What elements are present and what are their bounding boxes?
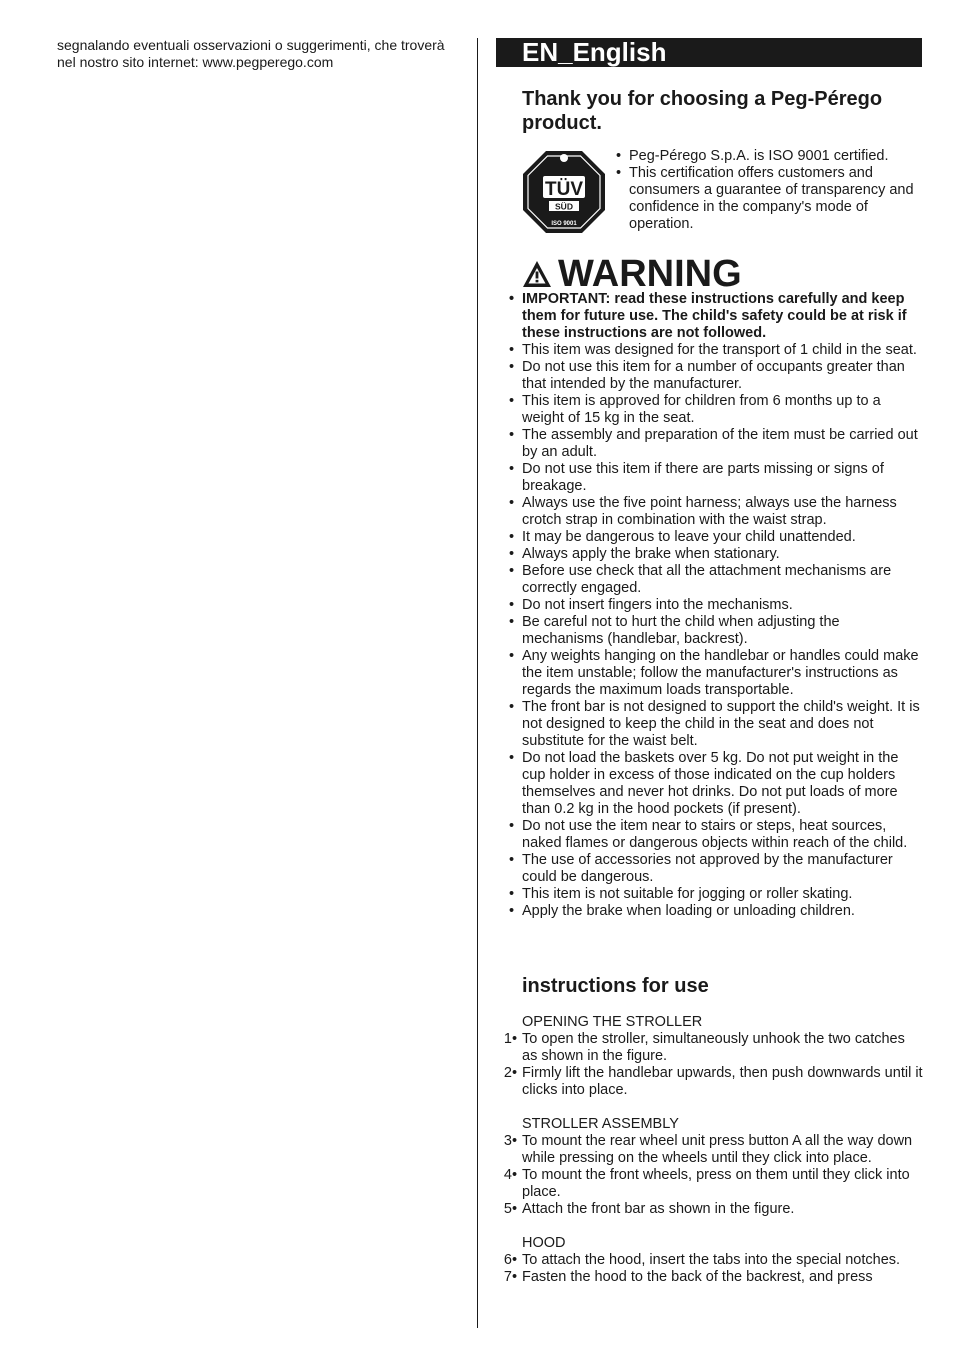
list-item: • Before use check that all the attachment mechanisms are correctly engaged.	[509, 563, 892, 596]
list-item: • Do not use this item if there are parts missing or signs of breakage.	[509, 461, 884, 494]
instruction-step: 6 • To attach the hood, insert the tabs into the special notches.	[503, 1252, 901, 1268]
column-divider	[477, 38, 478, 1328]
instruction-step: 4 • To mount the front wheels, press on them until they click into place.	[503, 1167, 910, 1200]
badge-standard: ISO 9001	[551, 221, 577, 227]
list-item: • Be careful not to hurt the child when adjusting the mechanisms (handlebar, backrest).	[509, 614, 840, 647]
list-item: • Always use the five point harness; always use the harness crotch strap in combination with the waist strap.	[509, 495, 897, 528]
thanks-heading: Thank you for choosing a Peg-Pérego product.	[522, 88, 883, 134]
important-notice: • IMPORTANT: read these instructions carefully and keep them for future use. The child's safety could be at risk if these instructions are not followed.	[509, 291, 907, 341]
language-banner	[496, 38, 922, 67]
instruction-step: 2 • Firmly lift the handlebar upwards, then push downwards until it clicks into place.	[503, 1065, 923, 1098]
warning-title: WARNING	[558, 253, 742, 295]
list-item: • The front bar is not designed to support the child's weight. It is not designed to keep the child in the seat and does not substitute for the waist belt.	[509, 699, 920, 749]
list-item: • It may be dangerous to leave your child unattended.	[509, 529, 856, 545]
instructions-list	[498, 1014, 924, 1286]
list-item: • Any weights hanging on the handlebar or handles could make the item unstable; follow the manufacturer's instructions as regards the maximum loads transportable.	[509, 648, 919, 698]
instruction-step: 7 • Fasten the hood to the back of the backrest, and press	[503, 1269, 873, 1285]
warning-list	[506, 291, 924, 920]
badge-sub: SÜD	[555, 201, 573, 212]
certification-list	[613, 148, 923, 233]
instruction-step: 5 • Attach the front bar as shown in the figure.	[503, 1201, 795, 1217]
list-item: • Apply the brake when loading or unloading children.	[509, 903, 855, 919]
section-heading: OPENING THE STROLLER	[522, 1014, 703, 1030]
list-item: • This item is approved for children from 6 months up to a weight of 15 kg in the seat.	[509, 393, 881, 426]
list-item: • Do not load the baskets over 5 kg. Do not put weight in the cup holder in excess of those indicated on the cup holders themselves and never hot drinks. Do not put loads of more than 0.2 kg in the hood pockets (if present).	[509, 750, 899, 817]
instruction-step: 1 • To open the stroller, simultaneously unhook the two catches as shown in the figure.	[503, 1031, 905, 1064]
instruction-step: 3 • To mount the rear wheel unit press button A all the way down while pressing on the wheels until they click into place.	[503, 1133, 913, 1166]
list-item: • Do not use the item near to stairs or steps, heat sources, naked flames or dangerous objects within reach of the child.	[509, 818, 908, 851]
list-item: • Always apply the brake when stationary.	[509, 546, 780, 562]
warning-heading	[522, 252, 742, 296]
section-heading: STROLLER ASSEMBLY	[522, 1116, 679, 1132]
section-heading: HOOD	[522, 1235, 566, 1251]
tuv-sud-certification-seal-icon	[522, 150, 606, 234]
language-label: EN_English	[522, 37, 667, 67]
list-item: • This certification offers customers and consumers a guarantee of transparency and confidence in the company's mode of operation.	[616, 165, 914, 232]
list-item: • Do not insert fingers into the mechanisms.	[509, 597, 793, 613]
list-item: • Peg-Pérego S.p.A. is ISO 9001 certified.	[616, 148, 889, 164]
instructions-heading: instructions for use	[522, 975, 709, 997]
left-column-text: segnalando eventuali osservazioni o suggerimenti, che troverà nel nostro sito internet: www.pegperego.com	[57, 37, 445, 70]
list-item: • This item is not suitable for jogging or roller skating.	[509, 886, 853, 902]
list-item: • The use of accessories not approved by the manufacturer could be dangerous.	[509, 852, 893, 885]
list-item: • This item was designed for the transport of 1 child in the seat.	[509, 342, 917, 358]
list-item: • Do not use this item for a number of occupants greater than that intended by the manufacturer.	[509, 359, 905, 392]
warning-triangle-icon	[522, 260, 552, 288]
badge-brand: TÜV	[545, 179, 583, 200]
list-item: • The assembly and preparation of the item must be carried out by an adult.	[509, 427, 918, 460]
